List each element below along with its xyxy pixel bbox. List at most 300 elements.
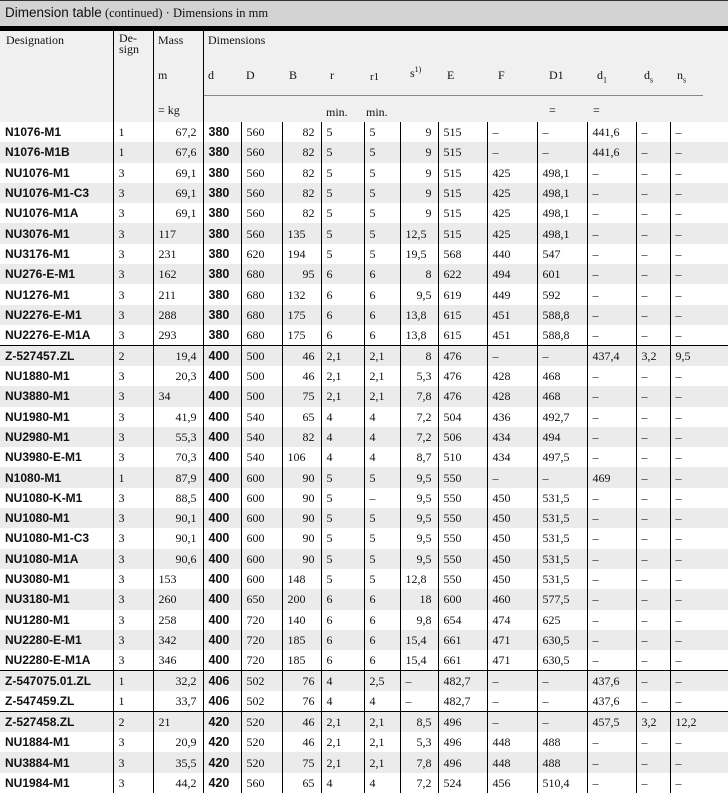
table-row [0,163,728,183]
d1-sub: 1 [603,75,607,85]
cell-r1: 5 [364,223,400,243]
cell-D1: 625 [537,610,587,630]
cell-d: 420 [203,732,241,752]
cell-D1: 510,4 [537,773,587,793]
cell-ds: – [636,447,670,467]
table-row [0,223,728,243]
cell-D1: – [537,712,587,733]
cell-design: 3 [113,183,153,203]
cell-designation: Z-547075.01.ZL [0,671,113,692]
cell-design: 1 [113,122,153,142]
cell-B: 90 [282,549,321,569]
cell-mass: 35,5 [153,752,203,772]
cell-d1: – [587,244,636,264]
cell-design: 3 [113,732,153,752]
cell-r: 5 [321,203,364,223]
cell-D1: 498,1 [537,163,587,183]
cell-mass: 87,9 [153,467,203,487]
cell-design: 3 [113,244,153,264]
cell-design: 3 [113,325,153,346]
cell-d1: – [587,732,636,752]
cell-s: – [400,671,438,692]
cell-d1: – [587,773,636,793]
cell-designation: N1076-M1B [0,142,113,162]
table-title [5,5,268,21]
header-col-ds [644,68,653,84]
cell-D: 560 [241,163,282,183]
cell-D1: 588,8 [537,325,587,346]
cell-D1: 577,5 [537,589,587,609]
cell-design: 2 [113,345,153,366]
table-row [0,773,728,793]
cell-mass: 70,3 [153,447,203,467]
table-row [0,691,728,712]
cell-F: 428 [487,386,537,406]
cell-ns: – [670,386,728,406]
cell-B: 46 [282,345,321,366]
header-r-min: min. [326,105,348,119]
cell-B: 135 [282,223,321,243]
cell-s: 9 [400,203,438,223]
cell-d1: – [587,183,636,203]
cell-d: 400 [203,467,241,487]
cell-E: 654 [438,610,487,630]
cell-D: 600 [241,467,282,487]
cell-r: 4 [321,671,364,692]
cell-F: 425 [487,203,537,223]
table-row [0,386,728,406]
cell-D1: 492,7 [537,407,587,427]
cell-D: 560 [241,183,282,203]
cell-design: 3 [113,203,153,223]
cell-designation: NU1080-M1 [0,508,113,528]
header-col-d: d [208,68,214,82]
ns-label: n [677,68,683,82]
cell-D: 560 [241,773,282,793]
cell-r1: 2,1 [364,712,400,733]
cell-B: 175 [282,325,321,346]
cell-design: 3 [113,305,153,325]
cell-d: 400 [203,345,241,366]
cell-s: – [400,691,438,712]
table-row [0,122,728,142]
cell-designation: NU1880-M1 [5,369,70,384]
cell-design: 3 [113,752,153,772]
cell-design: 3 [113,488,153,508]
cell-E: 615 [438,305,487,325]
cell-D1: – [537,122,587,142]
cell-s: 12,5 [400,223,438,243]
cell-d1: – [587,528,636,548]
header-col-s [410,65,421,81]
header-col-r: r [330,68,334,82]
table-row [0,528,728,548]
cell-ns: – [670,752,728,772]
cell-ds: – [636,589,670,609]
cell-D1: 498,1 [537,223,587,243]
cell-r1: 5 [364,569,400,589]
header-col-D1: D1 [549,68,564,82]
cell-mass: 67,2 [153,122,203,142]
cell-designation: NU3176-M1 [5,246,70,261]
cell-designation: NU1276-M1 [5,287,70,302]
dimensions-underline [203,95,703,96]
cell-d1: – [587,508,636,528]
cell-design: 3 [113,528,153,548]
s-label: s [410,66,415,80]
header-col-r1: r1 [370,71,380,83]
cell-ds: – [636,244,670,264]
cell-r1: 2,1 [364,752,400,772]
table-row [0,712,728,733]
title-rest: (continued) · Dimensions in mm [101,6,269,20]
cell-mass: 41,9 [153,407,203,427]
d1-label: d [597,68,603,82]
cell-r: 6 [321,325,364,346]
cell-B: 65 [282,773,321,793]
cell-r: 5 [321,508,364,528]
cell-E: 515 [438,183,487,203]
table-row [0,630,728,650]
cell-ns: – [670,284,728,304]
cell-F: 451 [487,305,537,325]
cell-r1: 2,5 [364,671,400,692]
cell-ds: – [636,508,670,528]
cell-ds: – [636,528,670,548]
cell-B: 46 [282,732,321,752]
cell-r: 6 [321,650,364,671]
cell-D: 540 [241,407,282,427]
table-row [0,650,728,671]
table-body [0,122,728,793]
cell-d: 400 [203,508,241,528]
cell-r1: 2,1 [364,732,400,752]
cell-d1: – [587,407,636,427]
cell-ns: – [670,447,728,467]
cell-B: 65 [282,407,321,427]
cell-design: 1 [113,467,153,487]
cell-B: 82 [282,163,321,183]
cell-r1: 4 [364,691,400,712]
cell-design: 3 [113,366,153,386]
cell-D: 680 [241,284,282,304]
cell-r: 6 [321,610,364,630]
cell-d1: – [587,488,636,508]
cell-ds: – [636,122,670,142]
table-row [0,447,728,467]
table-header [0,31,728,122]
cell-D1: 498,1 [537,183,587,203]
cell-design: 3 [113,610,153,630]
cell-ds: – [636,142,670,162]
cell-design: 3 [113,630,153,650]
cell-E: 622 [438,264,487,284]
cell-F: 451 [487,325,537,346]
cell-d1: 437,6 [587,691,636,712]
cell-r1: 5 [364,467,400,487]
cell-r1: 4 [364,407,400,427]
cell-d: 400 [203,589,241,609]
cell-r: 4 [321,427,364,447]
cell-D: 520 [241,712,282,733]
cell-r1: 6 [364,650,400,671]
cell-design: 3 [113,427,153,447]
cell-r: 5 [321,142,364,162]
cell-d: 380 [203,305,241,325]
cell-E: 515 [438,203,487,223]
cell-designation: NU1080-M1A [0,549,113,569]
title-bold: Dimension table [5,5,102,20]
cell-r: 4 [321,773,364,793]
cell-designation: NU3080-M1 [5,572,70,587]
cell-s: 15,4 [400,650,438,671]
cell-s: 15,4 [400,630,438,650]
cell-s: 8,7 [400,447,438,467]
cell-D: 620 [241,244,282,264]
cell-F: 450 [487,549,537,569]
cell-B: 82 [282,203,321,223]
cell-s: 9,8 [400,610,438,630]
cell-d1: – [587,447,636,467]
cell-ds: – [636,773,670,793]
cell-designation: NU3980-E-M1 [5,450,82,465]
cell-d: 400 [203,630,241,650]
cell-r1: 5 [364,549,400,569]
cell-d1: – [587,264,636,284]
cell-r1: 5 [364,203,400,223]
cell-ns: – [670,528,728,548]
cell-s: 19,5 [400,244,438,264]
header-mass: Mass [158,33,184,47]
cell-D1: 531,5 [537,528,587,548]
cell-F: 434 [487,447,537,467]
table-row [0,264,728,284]
cell-ns: – [670,244,728,264]
cell-D: 500 [241,386,282,406]
cell-F: 425 [487,163,537,183]
cell-mass: 21 [153,712,203,733]
cell-ds: – [636,427,670,447]
table-row [0,366,728,386]
cell-r1: 5 [364,163,400,183]
cell-D1: 488 [537,752,587,772]
table-row [0,732,728,752]
cell-d1: – [587,305,636,325]
cell-ns: – [670,569,728,589]
cell-E: 515 [438,223,487,243]
cell-E: 515 [438,142,487,162]
cell-designation: NU3076-M1 [0,223,113,243]
cell-r1: 2,1 [364,345,400,366]
header-D1-eq: = [549,103,556,117]
cell-ns: – [670,508,728,528]
cell-s: 9 [400,142,438,162]
cell-E: 550 [438,549,487,569]
cell-D: 500 [241,345,282,366]
cell-designation: NU2280-E-M1A [5,653,91,668]
cell-B: 185 [282,650,321,671]
cell-designation: NU1280-M1 [5,612,70,627]
cell-E: 550 [438,488,487,508]
cell-F: 471 [487,650,537,671]
cell-F: 450 [487,508,537,528]
cell-ns: – [670,610,728,630]
header-designation: Designation [6,33,64,47]
cell-s: 7,8 [400,386,438,406]
cell-design: 3 [113,447,153,467]
cell-d: 400 [203,427,241,447]
cell-s: 13,8 [400,325,438,346]
cell-designation: NU3180-M1 [0,589,113,609]
cell-F: – [487,712,537,733]
header-col-B: B [289,68,298,82]
cell-ns: 9,5 [670,345,728,366]
cell-ns: – [670,203,728,223]
cell-D1: 497,5 [537,447,587,467]
cell-E: 482,7 [438,671,487,692]
cell-D1: – [537,345,587,366]
cell-ns: – [670,183,728,203]
cell-s: 5,3 [400,732,438,752]
cell-mass: 20,9 [153,732,203,752]
cell-d: 380 [203,244,241,264]
cell-ds: – [636,549,670,569]
cell-E: 600 [438,589,487,609]
cell-s: 7,8 [400,752,438,772]
cell-d: 380 [203,122,241,142]
cell-mass: 44,2 [153,773,203,793]
cell-ds: – [636,264,670,284]
cell-ns: – [670,630,728,650]
cell-D: 520 [241,732,282,752]
cell-mass: 32,2 [153,671,203,692]
cell-F: – [487,122,537,142]
cell-mass: 90,1 [153,508,203,528]
cell-B: 90 [282,467,321,487]
cell-ns: – [670,305,728,325]
cell-ds: – [636,650,670,671]
cell-mass: 288 [153,305,203,325]
cell-ns: – [670,732,728,752]
cell-B: 82 [282,122,321,142]
cell-design: 3 [113,407,153,427]
cell-F: 425 [487,183,537,203]
cell-mass: 69,1 [153,163,203,183]
ds-sub: s [650,75,654,85]
cell-d1: 441,6 [587,122,636,142]
table-row [0,244,728,264]
cell-D: 720 [241,630,282,650]
cell-B: 106 [282,447,321,467]
cell-E: 476 [438,386,487,406]
cell-r1: – [364,488,400,508]
header-col-ns [677,68,686,84]
cell-design: 3 [113,163,153,183]
cell-d: 400 [203,366,241,386]
cell-mass: 231 [153,244,203,264]
cell-mass: 342 [153,630,203,650]
cell-designation: N1080-M1 [0,467,113,487]
cell-d1: 437,4 [587,345,636,366]
cell-mass: 153 [153,569,203,589]
cell-ds: 3,2 [636,712,670,733]
cell-d: 380 [203,203,241,223]
cell-d: 380 [203,163,241,183]
cell-d: 400 [203,610,241,630]
cell-r: 2,1 [321,732,364,752]
cell-ns: – [670,264,728,284]
cell-F: 440 [487,244,537,264]
cell-F: 460 [487,589,537,609]
cell-ds: – [636,732,670,752]
cell-d1: – [587,569,636,589]
cell-D1: 547 [537,244,587,264]
cell-s: 9,5 [400,488,438,508]
cell-r: 5 [321,223,364,243]
cell-ns: – [670,691,728,712]
cell-ds: – [636,488,670,508]
cell-mass: 162 [153,264,203,284]
cell-E: 568 [438,244,487,264]
cell-D: 600 [241,549,282,569]
cell-d1: – [587,610,636,630]
cell-D1: – [537,691,587,712]
cell-r: 4 [321,691,364,712]
cell-ds: – [636,223,670,243]
cell-mass: 346 [153,650,203,671]
cell-D: 720 [241,650,282,671]
cell-s: 9,5 [400,528,438,548]
cell-ns: – [670,325,728,346]
cell-E: 550 [438,508,487,528]
cell-designation: NU1984-M1 [5,775,70,790]
cell-d: 400 [203,549,241,569]
cell-d: 400 [203,447,241,467]
cell-mass: 88,5 [153,488,203,508]
cell-D1: 531,5 [537,508,587,528]
cell-B: 200 [282,589,321,609]
cell-d: 380 [203,284,241,304]
cell-D1: 494 [537,427,587,447]
cell-E: 515 [438,122,487,142]
cell-D: 600 [241,508,282,528]
cell-d1: – [587,386,636,406]
cell-mass: 211 [153,284,203,304]
cell-ns: – [670,427,728,447]
cell-d1: – [587,163,636,183]
cell-E: 615 [438,325,487,346]
cell-d: 406 [203,691,241,712]
cell-F: 449 [487,284,537,304]
cell-design: 3 [113,569,153,589]
cell-ds: – [636,671,670,692]
header-r1-min: min. [366,105,388,119]
cell-F: 450 [487,488,537,508]
cell-mass: 34 [153,386,203,406]
cell-mass: 67,6 [153,142,203,162]
cell-E: 524 [438,773,487,793]
cell-ds: – [636,305,670,325]
cell-s: 8,5 [400,712,438,733]
cell-E: 504 [438,407,487,427]
cell-F: 494 [487,264,537,284]
table-row [0,407,728,427]
cell-d1: – [587,203,636,223]
cell-r1: 6 [364,264,400,284]
table-row [0,549,728,569]
cell-F: – [487,142,537,162]
cell-D1: – [537,671,587,692]
